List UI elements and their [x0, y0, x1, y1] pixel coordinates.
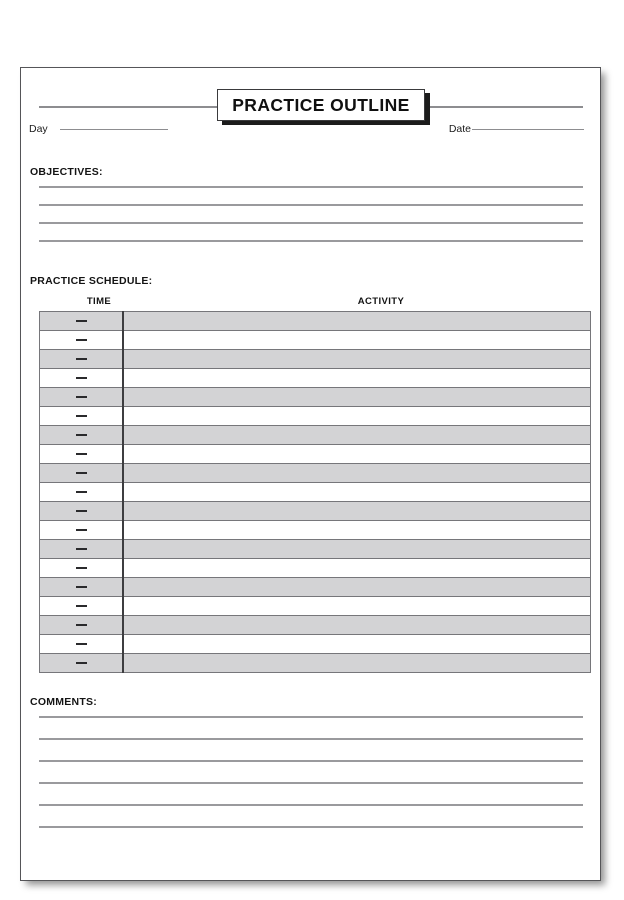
column-header-time: TIME [86, 296, 112, 307]
schedule-row [40, 426, 591, 445]
schedule-row [40, 331, 591, 350]
schedule-time-cell[interactable] [40, 445, 124, 464]
schedule-time-cell[interactable] [40, 559, 124, 578]
schedule-row [40, 578, 591, 597]
dash-icon [76, 548, 87, 550]
comments-line[interactable] [39, 716, 583, 718]
schedule-row [40, 312, 591, 331]
schedule-time-cell[interactable] [40, 350, 124, 369]
dash-icon [76, 491, 87, 493]
schedule-row [40, 483, 591, 502]
schedule-row [40, 369, 591, 388]
schedule-row [40, 350, 591, 369]
title-rule-left [39, 106, 221, 108]
schedule-column-headers [39, 296, 591, 310]
dash-icon [76, 662, 87, 664]
dash-icon [76, 643, 87, 645]
schedule-time-cell[interactable] [40, 597, 124, 616]
schedule-row [40, 635, 591, 654]
schedule-row [40, 464, 591, 483]
objectives-line[interactable] [39, 204, 583, 206]
schedule-time-cell[interactable] [40, 331, 124, 350]
schedule-time-cell[interactable] [40, 635, 124, 654]
objectives-line[interactable] [39, 222, 583, 224]
schedule-activity-cell[interactable] [123, 559, 590, 578]
schedule-activity-cell[interactable] [123, 388, 590, 407]
schedule-row [40, 540, 591, 559]
dash-icon [76, 358, 87, 360]
day-field-group[interactable] [29, 123, 168, 135]
schedule-time-cell[interactable] [40, 388, 124, 407]
schedule-time-cell[interactable] [40, 502, 124, 521]
date-label: Date [448, 123, 471, 135]
schedule-time-cell[interactable] [40, 464, 124, 483]
schedule-time-cell[interactable] [40, 654, 124, 673]
dash-icon [76, 320, 87, 322]
date-field-group[interactable] [449, 123, 584, 135]
schedule-time-cell[interactable] [40, 578, 124, 597]
schedule-time-cell[interactable] [40, 369, 124, 388]
schedule-activity-cell[interactable] [123, 502, 590, 521]
schedule-time-cell[interactable] [40, 616, 124, 635]
practice-schedule-heading: PRACTICE SCHEDULE: [30, 275, 153, 287]
comments-line[interactable] [39, 826, 583, 828]
schedule-row [40, 445, 591, 464]
day-input-rule[interactable] [60, 129, 168, 131]
schedule-row [40, 521, 591, 540]
dash-icon [76, 586, 87, 588]
dash-icon [76, 453, 87, 455]
objectives-line[interactable] [39, 240, 583, 242]
comments-line[interactable] [39, 738, 583, 740]
schedule-activity-cell[interactable] [123, 578, 590, 597]
date-input-rule[interactable] [472, 129, 584, 131]
dash-icon [76, 377, 87, 379]
schedule-time-cell[interactable] [40, 483, 124, 502]
comments-line[interactable] [39, 804, 583, 806]
schedule-activity-cell[interactable] [123, 350, 590, 369]
title-box [217, 89, 425, 121]
schedule-row [40, 502, 591, 521]
schedule-row [40, 616, 591, 635]
schedule-time-cell[interactable] [40, 540, 124, 559]
schedule-activity-cell[interactable] [123, 464, 590, 483]
objectives-line[interactable] [39, 186, 583, 188]
schedule-activity-cell[interactable] [123, 616, 590, 635]
comments-line[interactable] [39, 760, 583, 762]
schedule-activity-cell[interactable] [123, 635, 590, 654]
dash-icon [76, 510, 87, 512]
schedule-row [40, 407, 591, 426]
dash-icon [76, 624, 87, 626]
schedule-activity-cell[interactable] [123, 654, 590, 673]
dash-icon [76, 605, 87, 607]
dash-icon [76, 472, 87, 474]
schedule-time-cell[interactable] [40, 426, 124, 445]
schedule-row [40, 654, 591, 673]
title-rule-right [427, 106, 583, 108]
comments-line[interactable] [39, 782, 583, 784]
schedule-activity-cell[interactable] [123, 312, 590, 331]
schedule-time-cell[interactable] [40, 521, 124, 540]
schedule-time-cell[interactable] [40, 312, 124, 331]
schedule-activity-cell[interactable] [123, 426, 590, 445]
objectives-lines [39, 186, 583, 258]
page-title: PRACTICE OUTLINE [232, 94, 410, 115]
dash-icon [76, 339, 87, 341]
schedule-time-cell[interactable] [40, 407, 124, 426]
schedule-activity-cell[interactable] [123, 540, 590, 559]
comments-heading: COMMENTS: [30, 696, 97, 708]
dash-icon [76, 415, 87, 417]
comments-lines [39, 716, 583, 848]
paper-sheet [20, 67, 601, 881]
schedule-activity-cell[interactable] [123, 369, 590, 388]
day-label: Day [29, 123, 48, 135]
schedule-row [40, 559, 591, 578]
schedule-activity-cell[interactable] [123, 445, 590, 464]
objectives-heading: OBJECTIVES: [30, 166, 103, 178]
schedule-row [40, 597, 591, 616]
dash-icon [76, 567, 87, 569]
schedule-row [40, 388, 591, 407]
schedule-activity-cell[interactable] [123, 597, 590, 616]
schedule-activity-cell[interactable] [123, 483, 590, 502]
dash-icon [76, 434, 87, 436]
column-header-activity: ACTIVITY [357, 296, 405, 307]
dash-icon [76, 396, 87, 398]
practice-schedule-table [39, 311, 591, 673]
document-header [21, 68, 600, 144]
dash-icon [76, 529, 87, 531]
schedule-table-body [40, 312, 591, 673]
schedule-activity-cell[interactable] [123, 521, 590, 540]
schedule-activity-cell[interactable] [123, 407, 590, 426]
schedule-activity-cell[interactable] [123, 331, 590, 350]
